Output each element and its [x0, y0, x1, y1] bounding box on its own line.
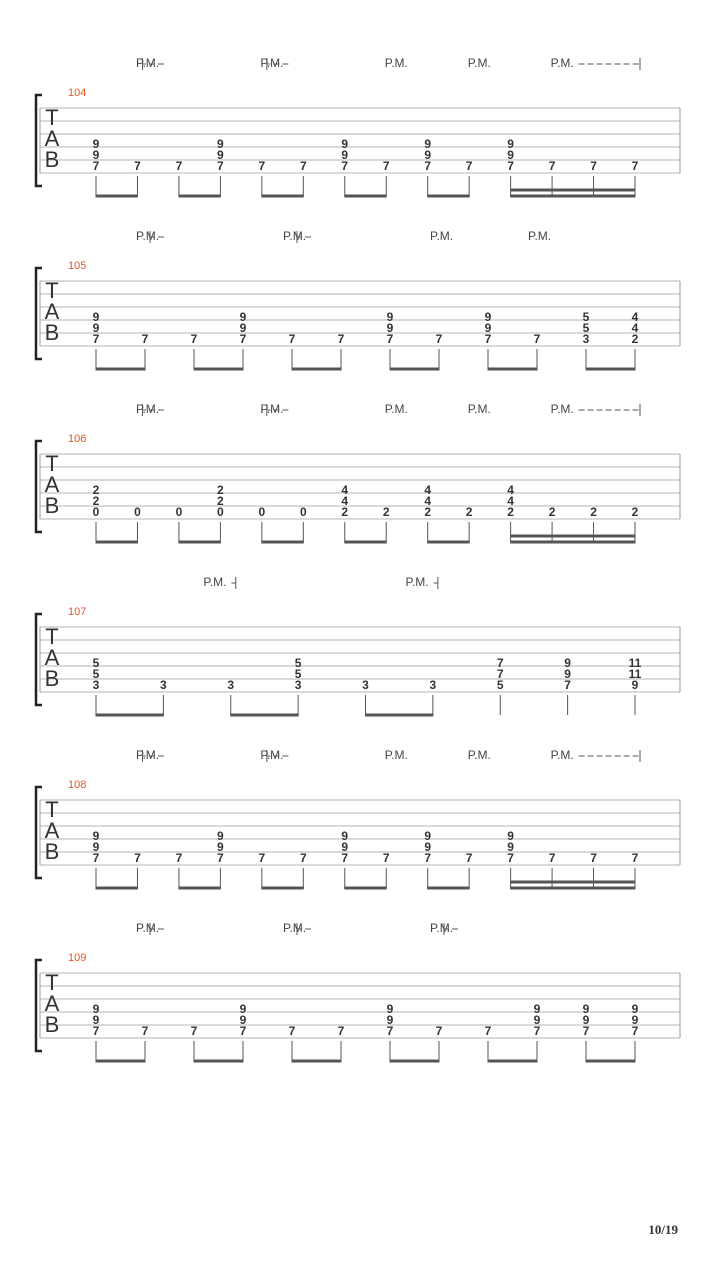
system-bracket — [36, 268, 42, 359]
fret-number: 0 — [175, 505, 183, 519]
fret-number: 9 — [631, 678, 639, 692]
tab-clef-letter: B — [44, 320, 60, 345]
fret-number: 7 — [258, 159, 266, 173]
fret-number: 9 — [217, 137, 224, 151]
palm-mute-label: P.M. — [260, 748, 284, 762]
fret-number: 11 — [628, 667, 642, 681]
fret-number: 7 — [465, 159, 473, 173]
fret-number: 7 — [337, 332, 345, 346]
fret-number: 4 — [507, 483, 514, 497]
palm-mute-label: P.M. — [203, 575, 227, 589]
system-bracket — [36, 960, 42, 1051]
tab-clef-letter: B — [44, 493, 60, 518]
fret-number: 7 — [386, 332, 394, 346]
palm-mute-label: P.M. — [384, 748, 408, 762]
measure-number: 106 — [68, 433, 87, 445]
fret-number: 5 — [294, 667, 302, 681]
fret-number: 2 — [217, 494, 224, 508]
fret-number: 7 — [288, 1024, 296, 1038]
palm-mute-label: P.M. — [260, 402, 284, 416]
fret-number: 9 — [217, 840, 224, 854]
fret-number: 2 — [341, 505, 349, 519]
fret-number: 3 — [160, 678, 167, 692]
fret-number: 9 — [386, 321, 394, 335]
fret-number: 7 — [175, 159, 183, 173]
fret-number: 9 — [239, 321, 247, 335]
fret-number: 3 — [582, 332, 590, 346]
fret-number: 9 — [92, 321, 100, 335]
fret-number: 9 — [564, 656, 571, 670]
fret-number: 7 — [424, 851, 432, 865]
palm-mute-label: P.M. — [136, 56, 160, 70]
fret-number: 9 — [631, 1013, 639, 1027]
fret-number: 2 — [590, 505, 597, 519]
palm-mute-label: P.M. — [260, 56, 284, 70]
fret-number: 7 — [239, 332, 247, 346]
palm-mute-label: P.M. — [136, 229, 160, 243]
fret-number: 9 — [564, 667, 571, 681]
measure-number: 104 — [68, 87, 87, 99]
fret-number: 7 — [590, 851, 597, 865]
fret-number: 9 — [386, 310, 394, 324]
system-bracket — [36, 95, 42, 186]
fret-number: 9 — [507, 148, 514, 162]
palm-mute-label: P.M. — [384, 56, 408, 70]
fret-number: 2 — [92, 483, 100, 497]
tab-clef-letter: B — [44, 147, 60, 172]
fret-number: 7 — [631, 851, 639, 865]
fret-number: 7 — [190, 1024, 198, 1038]
fret-number: 4 — [631, 310, 639, 324]
fret-number: 7 — [548, 851, 556, 865]
fret-number: 7 — [435, 1024, 443, 1038]
fret-number: 7 — [217, 159, 224, 173]
palm-mute-label: P.M. — [430, 921, 454, 935]
fret-number: 9 — [484, 310, 492, 324]
fret-number: 7 — [484, 1024, 492, 1038]
fret-number: 7 — [299, 851, 307, 865]
system-bracket — [36, 787, 42, 878]
fret-number: 7 — [548, 159, 556, 173]
fret-number: 4 — [507, 494, 514, 508]
fret-number: 9 — [386, 1002, 394, 1016]
palm-mute-label: P.M. — [136, 921, 160, 935]
fret-number: 3 — [429, 678, 437, 692]
fret-number: 7 — [341, 851, 349, 865]
tab-clef-letter: A — [44, 126, 60, 151]
palm-mute-label: P.M. — [405, 575, 429, 589]
palm-mute-label: P.M. — [283, 229, 307, 243]
fret-number: 7 — [299, 159, 307, 173]
fret-number: 7 — [582, 1024, 590, 1038]
palm-mute-label: P.M. — [550, 402, 574, 416]
fret-number: 3 — [227, 678, 235, 692]
fret-number: 9 — [582, 1002, 590, 1016]
palm-mute-label: P.M. — [136, 402, 160, 416]
fret-number: 7 — [92, 1024, 100, 1038]
fret-number: 7 — [424, 159, 432, 173]
tab-clef-letter: A — [44, 991, 60, 1016]
palm-mute-label: P.M. — [550, 748, 574, 762]
system-bracket — [36, 441, 42, 532]
fret-number: 7 — [484, 332, 492, 346]
fret-number: 4 — [631, 321, 639, 335]
fret-number: 2 — [631, 505, 639, 519]
fret-number: 9 — [341, 137, 349, 151]
tab-clef-letter: A — [44, 299, 60, 324]
fret-number: 3 — [92, 678, 100, 692]
system-bracket — [36, 614, 42, 705]
fret-number: 7 — [190, 332, 198, 346]
palm-mute-label: P.M. — [467, 748, 491, 762]
fret-number: 7 — [175, 851, 183, 865]
fret-number: 9 — [92, 310, 100, 324]
fret-number: 7 — [134, 851, 141, 865]
fret-number: 9 — [341, 840, 349, 854]
fret-number: 7 — [507, 159, 514, 173]
tab-clef-letter: T — [45, 105, 59, 130]
fret-number: 4 — [341, 494, 349, 508]
fret-number: 7 — [533, 1024, 541, 1038]
fret-number: 0 — [258, 505, 266, 519]
palm-mute-label: P.M. — [430, 229, 454, 243]
page-number: 10/19 — [648, 1222, 678, 1237]
fret-number: 7 — [590, 159, 597, 173]
fret-number: 3 — [362, 678, 369, 692]
palm-mute-label: P.M. — [550, 56, 574, 70]
fret-number: 4 — [424, 494, 432, 508]
fret-number: 7 — [564, 678, 571, 692]
fret-number: 9 — [424, 148, 432, 162]
fret-number: 9 — [92, 1013, 100, 1027]
tab-clef-letter: A — [44, 472, 60, 497]
tab-clef-letter: A — [44, 818, 60, 843]
fret-number: 9 — [239, 1002, 247, 1016]
fret-number: 2 — [217, 483, 224, 497]
tab-clef-letter: T — [45, 970, 59, 995]
fret-number: 7 — [631, 1024, 639, 1038]
fret-number: 2 — [424, 505, 432, 519]
fret-number: 2 — [507, 505, 514, 519]
fret-number: 9 — [582, 1013, 590, 1027]
fret-number: 7 — [239, 1024, 247, 1038]
fret-number: 5 — [92, 667, 100, 681]
fret-number: 7 — [496, 656, 504, 670]
fret-number: 0 — [134, 505, 141, 519]
fret-number: 9 — [484, 321, 492, 335]
fret-number: 0 — [92, 505, 100, 519]
fret-number: 9 — [239, 310, 247, 324]
fret-number: 9 — [631, 1002, 639, 1016]
fret-number: 3 — [294, 678, 302, 692]
fret-number: 9 — [424, 829, 432, 843]
tab-clef-letter: B — [44, 666, 60, 691]
fret-number: 0 — [299, 505, 307, 519]
tab-clef-letter: T — [45, 451, 59, 476]
tab-clef-letter: T — [45, 624, 59, 649]
measure-number: 105 — [68, 260, 87, 272]
fret-number: 9 — [217, 829, 224, 843]
fret-number: 7 — [382, 851, 390, 865]
palm-mute-label: P.M. — [528, 229, 552, 243]
fret-number: 2 — [382, 505, 390, 519]
tab-clef-letter: B — [44, 1012, 60, 1037]
fret-number: 7 — [258, 851, 266, 865]
tab-clef-letter: T — [45, 278, 59, 303]
palm-mute-label: P.M. — [283, 921, 307, 935]
fret-number: 7 — [386, 1024, 394, 1038]
fret-number: 5 — [92, 656, 100, 670]
fret-number: 7 — [465, 851, 473, 865]
measure-number: 107 — [68, 606, 87, 618]
fret-number: 7 — [92, 159, 100, 173]
fret-number: 9 — [533, 1013, 541, 1027]
fret-number: 7 — [288, 332, 296, 346]
fret-number: 0 — [217, 505, 224, 519]
fret-number: 9 — [341, 829, 349, 843]
fret-number: 7 — [435, 332, 443, 346]
fret-number: 9 — [533, 1002, 541, 1016]
fret-number: 9 — [341, 148, 349, 162]
fret-number: 9 — [217, 148, 224, 162]
fret-number: 7 — [92, 332, 100, 346]
fret-number: 5 — [582, 310, 590, 324]
fret-number: 7 — [134, 159, 141, 173]
fret-number: 5 — [294, 656, 302, 670]
fret-number: 7 — [92, 851, 100, 865]
fret-number: 2 — [92, 494, 100, 508]
fret-number: 9 — [92, 840, 100, 854]
fret-number: 7 — [141, 332, 149, 346]
fret-number: 7 — [507, 851, 514, 865]
measure-number: 108 — [68, 779, 87, 791]
fret-number: 7 — [496, 667, 504, 681]
fret-number: 9 — [386, 1013, 394, 1027]
fret-number: 5 — [496, 678, 504, 692]
fret-number: 7 — [337, 1024, 345, 1038]
fret-number: 7 — [217, 851, 224, 865]
fret-number: 9 — [92, 148, 100, 162]
fret-number: 9 — [424, 137, 432, 151]
fret-number: 9 — [507, 137, 514, 151]
fret-number: 2 — [548, 505, 556, 519]
fret-number: 7 — [141, 1024, 149, 1038]
fret-number: 7 — [382, 159, 390, 173]
fret-number: 2 — [465, 505, 473, 519]
palm-mute-label: P.M. — [384, 402, 408, 416]
fret-number: 9 — [92, 137, 100, 151]
tab-clef-letter: T — [45, 797, 59, 822]
fret-number: 9 — [92, 829, 100, 843]
palm-mute-label: P.M. — [136, 748, 160, 762]
fret-number: 5 — [582, 321, 590, 335]
fret-number: 2 — [631, 332, 639, 346]
measure-number: 109 — [68, 952, 87, 964]
fret-number: 4 — [341, 483, 349, 497]
fret-number: 9 — [92, 1002, 100, 1016]
fret-number: 9 — [424, 840, 432, 854]
fret-number: 9 — [507, 840, 514, 854]
tab-clef-letter: B — [44, 839, 60, 864]
fret-number: 9 — [507, 829, 514, 843]
palm-mute-label: P.M. — [467, 56, 491, 70]
fret-number: 7 — [631, 159, 639, 173]
fret-number: 7 — [341, 159, 349, 173]
palm-mute-label: P.M. — [467, 402, 491, 416]
fret-number: 4 — [424, 483, 432, 497]
tab-clef-letter: A — [44, 645, 60, 670]
fret-number: 11 — [628, 656, 642, 670]
fret-number: 9 — [239, 1013, 247, 1027]
fret-number: 7 — [533, 332, 541, 346]
